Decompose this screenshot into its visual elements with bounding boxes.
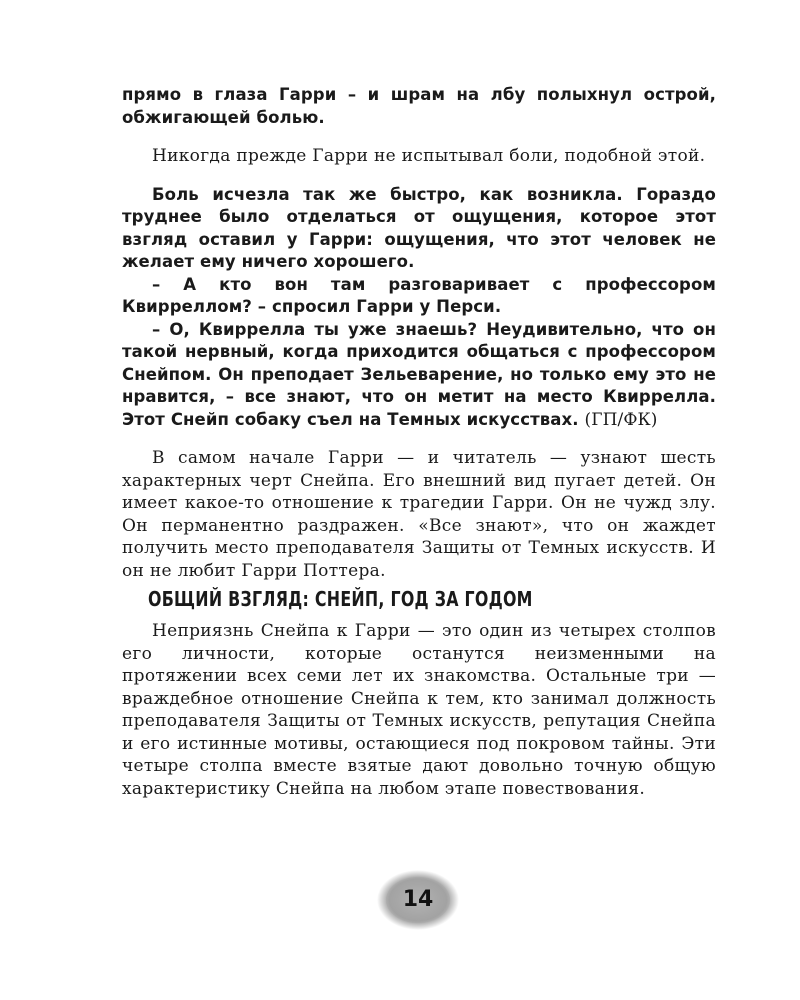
body-paragraph: Неприязнь Снейпа к Гарри — это один из четырех столпов его личности, которые останутся неизменными на протяжении всех семи лет их знакомства. Остальные три — враждебное отношение Снейпа к тем, кто занимал должность преподавателя Защиты от Темных искусств, репутация Снейпа и его истинные мотивы, остающиеся под покровом тайны. Эти четыре столпа вместе взятые дают довольно точную общую характеристику Снейпа на любом этапе повествования. (122, 621, 716, 799)
page-number: 14 (402, 887, 434, 912)
body-paragraph: В самом начале Гарри — и читатель — узнают шесть характерных черт Снейпа. Его внешний вид пугает детей. Он имеет какое-то отношение к трагедии Гарри. Он не чужд злу. Он перманентно раздражен. «Все знают», что он жаждет получить место преподавателя Защиты от Темных искусств. И он не любит Гарри Поттера. (122, 448, 716, 581)
quote-paragraph: прямо в глаза Гарри – и шрам на лбу полыхнул острой, обжигающей болью. (122, 85, 716, 127)
quote-paragraph: – А кто вон там разговаривает с профессором Квирреллом? – спросил Гарри у Перси. (122, 274, 716, 316)
quote-paragraph (122, 319, 716, 432)
page-number-badge (375, 868, 461, 932)
quote-paragraph-text: – О, Квиррелла ты уже знаешь? Неудивительно, что он такой нервный, когда приходится общаться с профессором Снейпом. Он преподает Зельеварение, но только ему это не нравится, – все знают, что он метит на место Квиррелла. Этот Снейп собаку съел на Темных искусствах. (122, 319, 716, 429)
quote-paragraph: Боль исчезла так же быстро, как возникла. Гораздо труднее было отделаться от ощущения, которое этот взгляд оставил у Гарри: ощущения, что этот человек не желает ему ничего хорошего. (122, 184, 716, 271)
quote-block-2: Никогда прежде Гарри не испытывал боли, подобной этой. (152, 146, 706, 166)
section-heading: ОБЩИЙ ВЗГЛЯД: СНЕЙП, ГОД ЗА ГОДОМ (148, 587, 533, 611)
quote-source: (ГП/ФК) (584, 409, 658, 430)
quote-block-1 (122, 84, 716, 129)
page-content (122, 84, 716, 800)
quote-block-3 (122, 184, 716, 432)
